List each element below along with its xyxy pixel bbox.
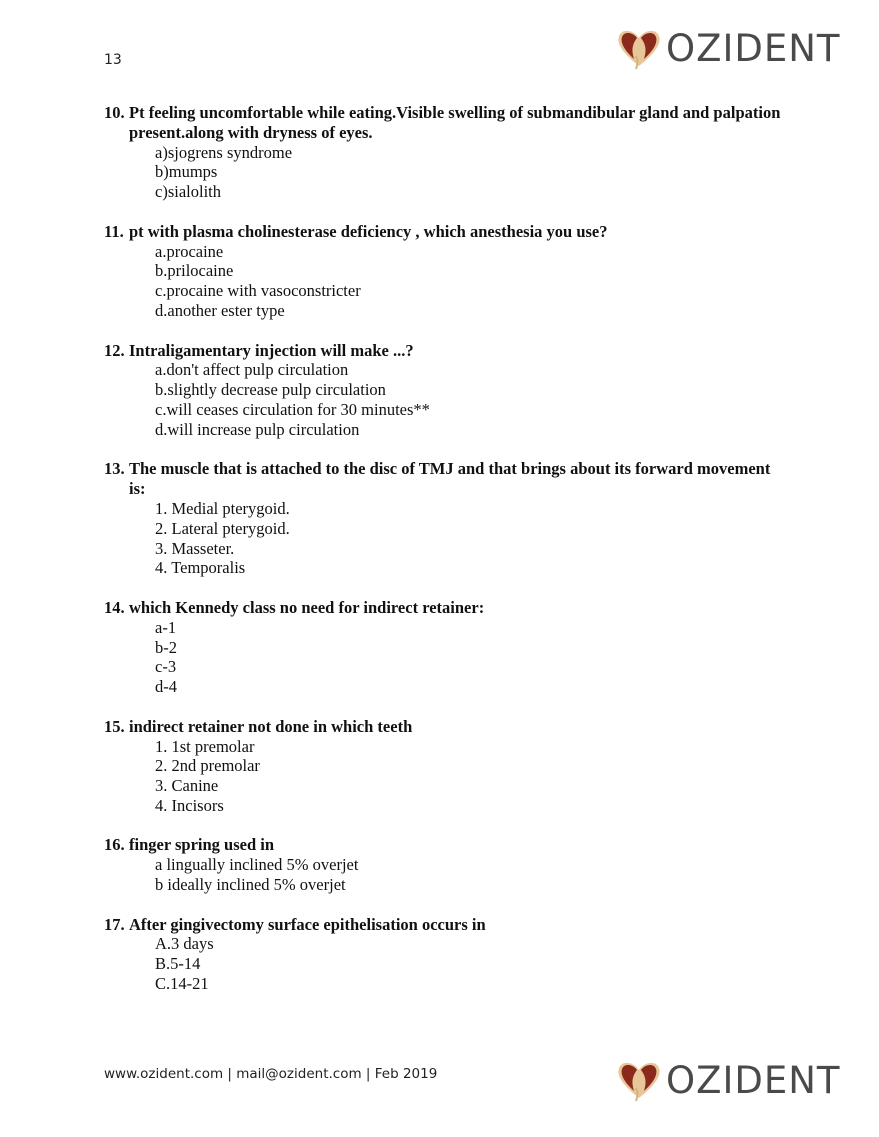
- answer-options: [104, 242, 784, 321]
- question-heading: [104, 341, 784, 361]
- answer-option: b.slightly decrease pulp circulation: [155, 380, 386, 400]
- question-item: [104, 717, 784, 816]
- question-item: [104, 915, 784, 994]
- answer-options: [104, 855, 784, 895]
- answer-option: 3. Canine: [155, 776, 219, 796]
- answer-options: [104, 143, 784, 202]
- answer-option: d-4: [155, 677, 177, 697]
- answer-options: [104, 737, 784, 816]
- question-heading: [104, 459, 784, 499]
- answer-option: A.3 days: [155, 934, 214, 954]
- header-logo: [616, 26, 841, 70]
- answer-option: 1. Medial pterygoid.: [155, 498, 290, 518]
- question-text: pt with plasma cholinesterase deficiency , which anesthesia you use?: [129, 221, 608, 241]
- question-heading: [104, 222, 784, 242]
- question-number: 14.: [104, 597, 125, 617]
- answer-option: a-1: [155, 617, 177, 637]
- question-heading: [104, 717, 784, 737]
- answer-option: c.procaine with vasoconstricter: [155, 281, 361, 301]
- answer-options: [104, 934, 784, 993]
- answer-options: [104, 618, 784, 697]
- question-text: Pt feeling uncomfortable while eating.Visible swelling of submandibular gland and palpation present.along with dryness of eyes.: [129, 103, 781, 142]
- question-list: [104, 103, 784, 1014]
- logo-text: OZIDENT: [666, 1058, 841, 1102]
- answer-option: b ideally inclined 5% overjet: [155, 875, 346, 895]
- question-text: indirect retainer not done in which teeth: [129, 716, 413, 736]
- footer-contact: www.ozident.com | mail@ozident.com | Feb 2019: [104, 1066, 438, 1082]
- question-heading: [104, 598, 784, 618]
- answer-options: [104, 499, 784, 578]
- answer-option: C.14-21: [155, 974, 209, 994]
- question-item: [104, 222, 784, 321]
- question-number: 11.: [104, 221, 124, 241]
- question-number: 10.: [104, 103, 125, 122]
- question-number: 13.: [104, 459, 125, 479]
- answer-option: 2. Lateral pterygoid.: [155, 518, 290, 538]
- question-heading: [104, 103, 784, 143]
- answer-options: [104, 360, 784, 439]
- question-item: [104, 835, 784, 894]
- answer-option: a)sjogrens syndrome: [155, 142, 293, 162]
- answer-option: c-3: [155, 657, 177, 677]
- question-number: 12.: [104, 340, 125, 360]
- question-item: [104, 598, 784, 697]
- answer-option: 1. 1st premolar: [155, 736, 255, 756]
- answer-option: d.will increase pulp circulation: [155, 419, 360, 439]
- answer-option: a.procaine: [155, 241, 224, 261]
- question-number: 17.: [104, 914, 125, 934]
- answer-option: B.5-14: [155, 954, 201, 974]
- answer-option: a lingually inclined 5% overjet: [155, 855, 359, 875]
- page-number: 13: [104, 52, 122, 68]
- question-text: The muscle that is attached to the disc of TMJ and that brings about its forward movement is:: [129, 459, 771, 499]
- question-text: finger spring used in: [129, 835, 275, 855]
- tooth-heart-logo-icon: [616, 26, 662, 70]
- answer-option: b)mumps: [155, 162, 218, 182]
- question-text: After gingivectomy surface epithelisation occurs in: [129, 914, 486, 934]
- logo-text: OZIDENT: [666, 26, 841, 70]
- question-heading: [104, 915, 784, 935]
- answer-option: d.another ester type: [155, 300, 285, 320]
- answer-option: 3. Masseter.: [155, 538, 235, 558]
- footer-logo: [616, 1058, 841, 1102]
- answer-option: 4. Incisors: [155, 795, 224, 815]
- answer-option: 2. 2nd premolar: [155, 756, 260, 776]
- tooth-heart-logo-icon: [616, 1058, 662, 1102]
- answer-option: a.don't affect pulp circulation: [155, 360, 349, 380]
- question-number: 15.: [104, 716, 125, 736]
- question-item: [104, 341, 784, 440]
- answer-option: b-2: [155, 637, 177, 657]
- answer-option: 4. Temporalis: [155, 558, 246, 578]
- question-item: [104, 103, 784, 202]
- question-number: 16.: [104, 835, 125, 855]
- question-item: [104, 459, 784, 578]
- question-text: which Kennedy class no need for indirect retainer:: [129, 597, 485, 617]
- question-text: Intraligamentary injection will make ...?: [129, 340, 414, 360]
- answer-option: c)sialolith: [155, 182, 221, 202]
- answer-option: b.prilocaine: [155, 261, 234, 281]
- question-heading: [104, 835, 784, 855]
- answer-option: c.will ceases circulation for 30 minutes**: [155, 399, 430, 419]
